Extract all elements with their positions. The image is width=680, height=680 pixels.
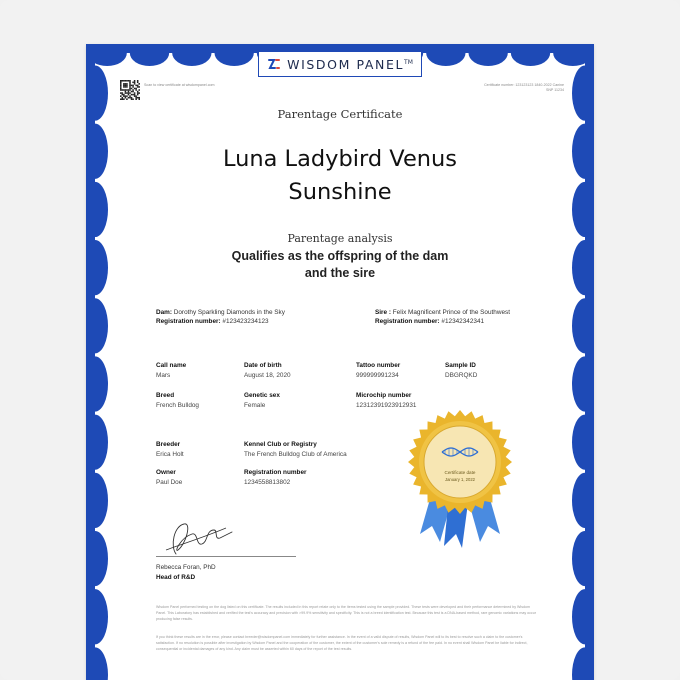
tattoo-value: 999999991234: [356, 372, 399, 379]
seal-title: Certificate date: [444, 470, 476, 475]
seal-date: January 1, 2022: [444, 477, 476, 482]
signer-name: Rebecca Foran, PhD: [156, 564, 216, 571]
tattoo-label: Tattoo number: [356, 362, 401, 369]
owner-value: Paul Doe: [156, 479, 183, 486]
certificate-number: Certificate number: 123123123 1840-2022 Canine SNP 11234: [484, 83, 564, 92]
wisdom-panel-logo: [258, 51, 422, 77]
analysis-label: Parentage analysis: [287, 232, 393, 245]
sire-field: Sire : Felix Magnificent Prince of the Southwest Registration number: #12342342341: [375, 309, 510, 325]
qr-code-icon: [120, 80, 140, 100]
sample-id-value: DBGRQKD: [445, 372, 478, 379]
disclaimer-text-1: Wisdom Panel performed testing on the dog listed on this certificate. The results included in this report relate only to the items tested using the sample provided. These tests were developed and their performance determined by Wisdom Panel. This Laboratory has established and verified the test's accuracy and precision with >99.9% sensitivity and specificity. This is not a breed identification test. Because this test is a DNA-based method, rare genomic variations may occur producing false results.: [156, 605, 536, 621]
sex-label: Genetic sex: [244, 392, 280, 399]
logo-text: WISDOM PANEL™: [287, 56, 413, 72]
analysis-result: Qualifies as the offspring of the dam and the sire: [231, 249, 449, 280]
certificate-title: Parentage Certificate: [277, 107, 403, 121]
microchip-value: 12312391923912931: [356, 402, 417, 409]
kennel-value: The French Bulldog Club of America: [244, 451, 347, 458]
breed-value: French Bulldog: [156, 402, 199, 409]
qr-caption: Scan to view certificate at wisdompanel.com: [144, 83, 215, 87]
dob-value: August 18, 2020: [244, 372, 291, 379]
breed-label: Breed: [156, 392, 175, 399]
dob-label: Date of birth: [244, 362, 282, 369]
call-name-value: Mars: [156, 372, 171, 379]
call-name-label: Call name: [156, 362, 187, 369]
signature-line: [156, 556, 296, 557]
logo-mark-icon: [267, 57, 281, 71]
disclaimer-text-2: If you think these results are in the error, please contact breeder@wisdompanel.com immediately for further assistance. In the event of a valid dispute of results, Wisdom Panel will to its best to resolve such a claim to the customer's satisfaction. If no resolution is possible after investigation by Wisdom Panel and the cooperation of the customer, the extent of the customer's sole remedy is a refund of the fee paid. In no event shall Wisdom Panel be liable for indirect, consequential or incidental damages of any kind. Any claim must be asserted within 60 days of the report of the test results.: [156, 635, 528, 651]
breeder-label: Breeder: [156, 441, 181, 448]
kennel-label: Kennel Club or Registry: [244, 441, 317, 448]
signer-title: Head of R&D: [156, 574, 196, 581]
sex-value: Female: [244, 402, 266, 409]
signer-block: [156, 563, 216, 583]
registration-value: 1234558813802: [244, 479, 291, 486]
dam-field: Dam: Dorothy Sparkling Diamonds in the Sky Registration number: #123423234123: [156, 309, 285, 325]
microchip-label: Microchip number: [356, 392, 412, 399]
owner-label: Owner: [156, 469, 176, 476]
signature-image: [162, 516, 242, 560]
sample-id-label: Sample ID: [445, 362, 476, 369]
dog-name: Luna Ladybird Venus Sunshine: [222, 146, 458, 205]
breeder-value: Erica Holt: [156, 451, 184, 458]
registration-label: Registration number: [244, 469, 307, 476]
certificate-page: [86, 44, 594, 680]
